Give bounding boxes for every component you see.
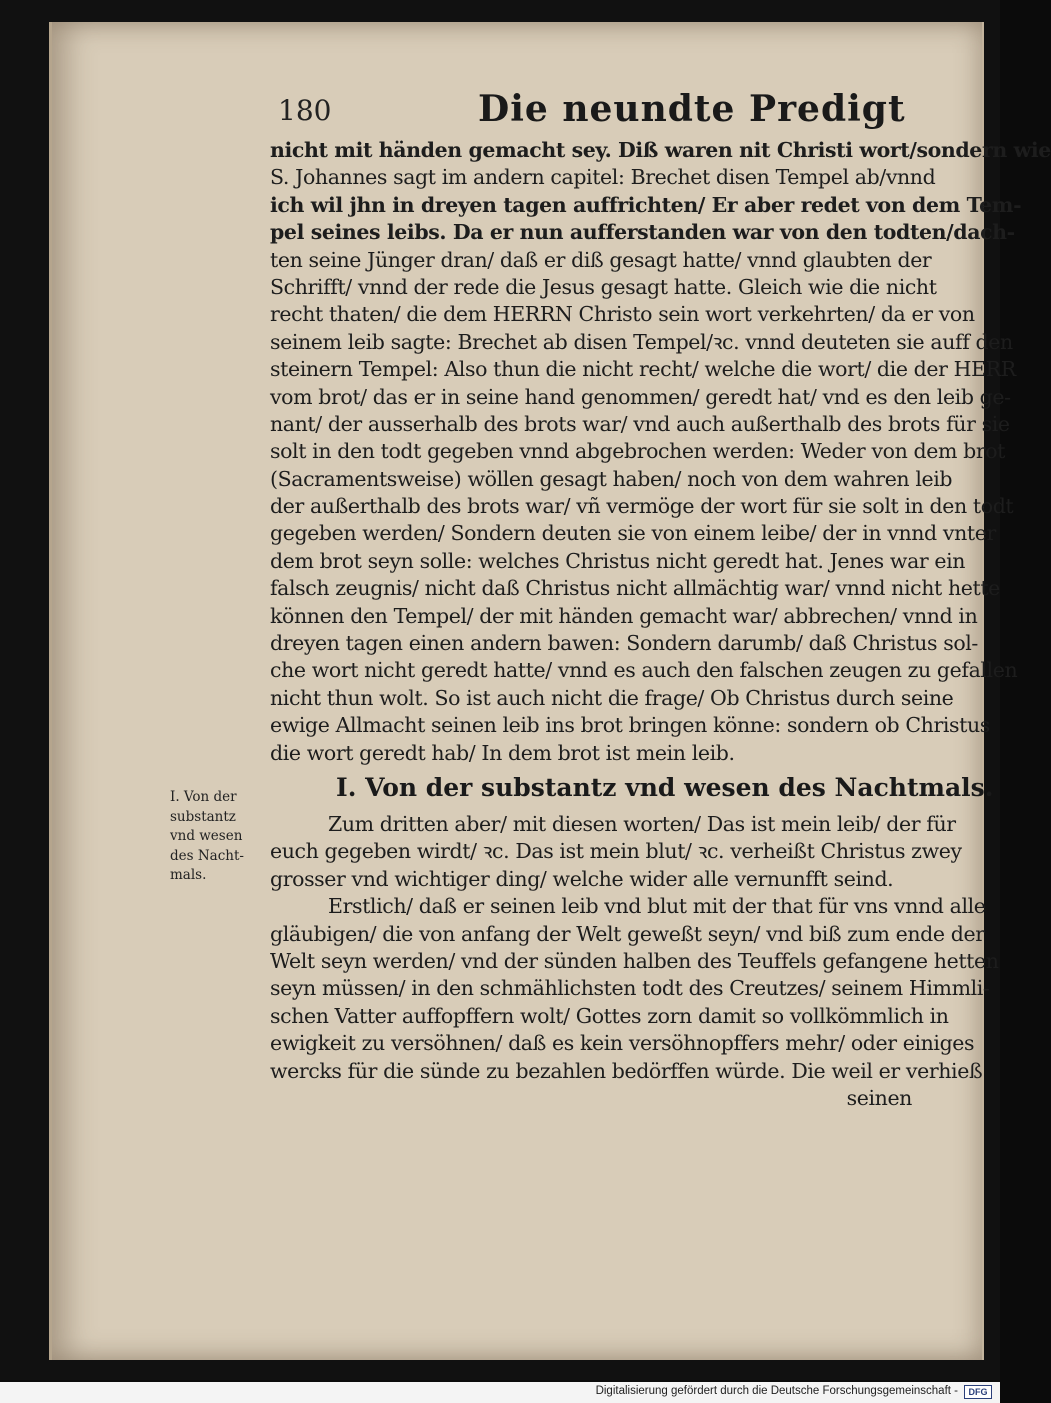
page-body-text xyxy=(270,137,1051,1112)
text-line: können den Tempel/ der mit händen gemacht war/ abbrechen/ vnnd in xyxy=(270,603,978,628)
footer-bar xyxy=(0,1382,1000,1403)
page-number: 180 xyxy=(278,94,332,127)
text-line: (Sacramentsweise) wöllen gesagt haben/ noch von dem wahren leib xyxy=(270,466,953,491)
margin-note-line: I. Von der xyxy=(170,789,237,805)
section-text-line: wercks für die sünde zu bezahlen bedörffen würde. Die weil er verhieß xyxy=(270,1058,983,1083)
text-line: falsch zeugnis/ nicht daß Christus nicht allmächtig war/ vnnd nicht hette xyxy=(270,576,1000,601)
text-line: ich wil jhn in dreyen tagen auffrichten/ Er aber redet von dem Tem- xyxy=(270,192,1022,217)
section-text-line: seinen xyxy=(846,1085,912,1110)
text-line: pel seines leibs. Da er nun aufferstanden war von den todten/dach- xyxy=(270,220,1015,245)
text-line: ewige Allmacht seinen leib ins brot bringen könne: sondern ob Christus xyxy=(270,713,990,738)
text-line: vom brot/ das er in seine hand genommen/ geredt hat/ vnd es den leib ge- xyxy=(270,384,1011,409)
text-line: seinem leib sagte: Brechet ab disen Tempel/ꝛc. vnnd deuteten sie auff den xyxy=(270,329,1013,354)
section-text-line: Welt seyn werden/ vnd der sünden halben des Teuffels gefangene hetten xyxy=(270,948,999,973)
text-line: recht thaten/ die dem HERRN Christo sein wort verkehrten/ da er von xyxy=(270,302,975,327)
margin-note-line: des Nacht- xyxy=(170,847,244,864)
running-title: Die neundte Predigt xyxy=(478,88,906,130)
text-line: der außerthalb des brots war/ vñ vermöge der wort für sie solt in den todt xyxy=(270,494,1014,519)
section-text-line: euch gegeben wirdt/ ꝛc. Das ist mein blut/ ꝛc. verheißt Christus zwey xyxy=(270,839,962,864)
section-text-line: Zum dritten aber/ mit diesen worten/ Das ist mein leib/ der für xyxy=(328,811,956,836)
text-line: dreyen tagen einen andern bawen: Sondern darumb/ daß Christus sol- xyxy=(270,631,978,656)
section-text-line: ewigkeit zu versöhnen/ daß es kein versöhnopffers mehr/ oder einiges xyxy=(270,1031,975,1056)
dfg-logo: DFG xyxy=(964,1385,992,1399)
margin-note-line: mals. xyxy=(170,867,207,883)
section-text-line: grosser vnd wichtiger ding/ welche wider alle vernunfft seind. xyxy=(270,866,894,891)
text-line: nicht mit händen gemacht sey. Diß waren nit Christi wort/sondern wie xyxy=(270,138,1051,162)
margin-note-line: vnd wesen xyxy=(170,828,243,844)
section-text-line: seyn müssen/ in den schmählichsten todt des Creutzes/ seinem Himmli- xyxy=(270,976,990,1001)
margin-note xyxy=(170,788,265,886)
text-line: die wort geredt hab/ In dem brot ist mein leib. xyxy=(270,740,735,765)
section-text-line: gläubigen/ die von anfang der Welt geweßt seyn/ vnd biß zum ende der xyxy=(270,921,985,946)
text-line: ten seine Jünger dran/ daß er diß gesagt hatte/ vnnd glaubten der xyxy=(270,247,932,272)
footer-credit: Digitalisierung gefördert durch die Deutsche Forschungsgemeinschaft - xyxy=(595,1385,958,1397)
text-line: S. Johannes sagt im andern capitel: Brechet disen Tempel ab/vnnd xyxy=(270,165,936,190)
text-line: nant/ der ausserhalb des brots war/ vnd auch außerthalb des brots für sie xyxy=(270,411,1010,436)
page-header xyxy=(278,88,906,134)
margin-note-line: substantz xyxy=(170,808,236,825)
text-line: steinern Tempel: Also thun die nicht recht/ welche die wort/ die der HERR xyxy=(270,357,1016,382)
text-line: solt in den todt gegeben vnnd abgebrochen werden: Weder von dem brot xyxy=(270,439,1006,464)
section-heading: I. Von der substantz vnd wesen des Nachtmals. xyxy=(336,772,994,802)
text-line: nicht thun wolt. So ist auch nicht die frage/ Ob Christus durch seine xyxy=(270,685,954,710)
section-text-line: Erstlich/ daß er seinen leib vnd blut mit der that für vns vnnd alle xyxy=(328,894,986,919)
section-text-line: schen Vatter auffopffern wolt/ Gottes zorn damit so vollkömmlich in xyxy=(270,1003,949,1028)
text-line: che wort nicht geredt hatte/ vnnd es auch den falschen zeugen zu gefallen xyxy=(270,658,1018,683)
text-line: gegeben werden/ Sondern deuten sie von einem leibe/ der in vnnd vnter xyxy=(270,521,996,546)
text-line: dem brot seyn solle: welches Christus nicht geredt hat. Jenes war ein xyxy=(270,548,966,573)
text-line: Schrifft/ vnnd der rede die Jesus gesagt hatte. Gleich wie die nicht xyxy=(270,274,937,299)
